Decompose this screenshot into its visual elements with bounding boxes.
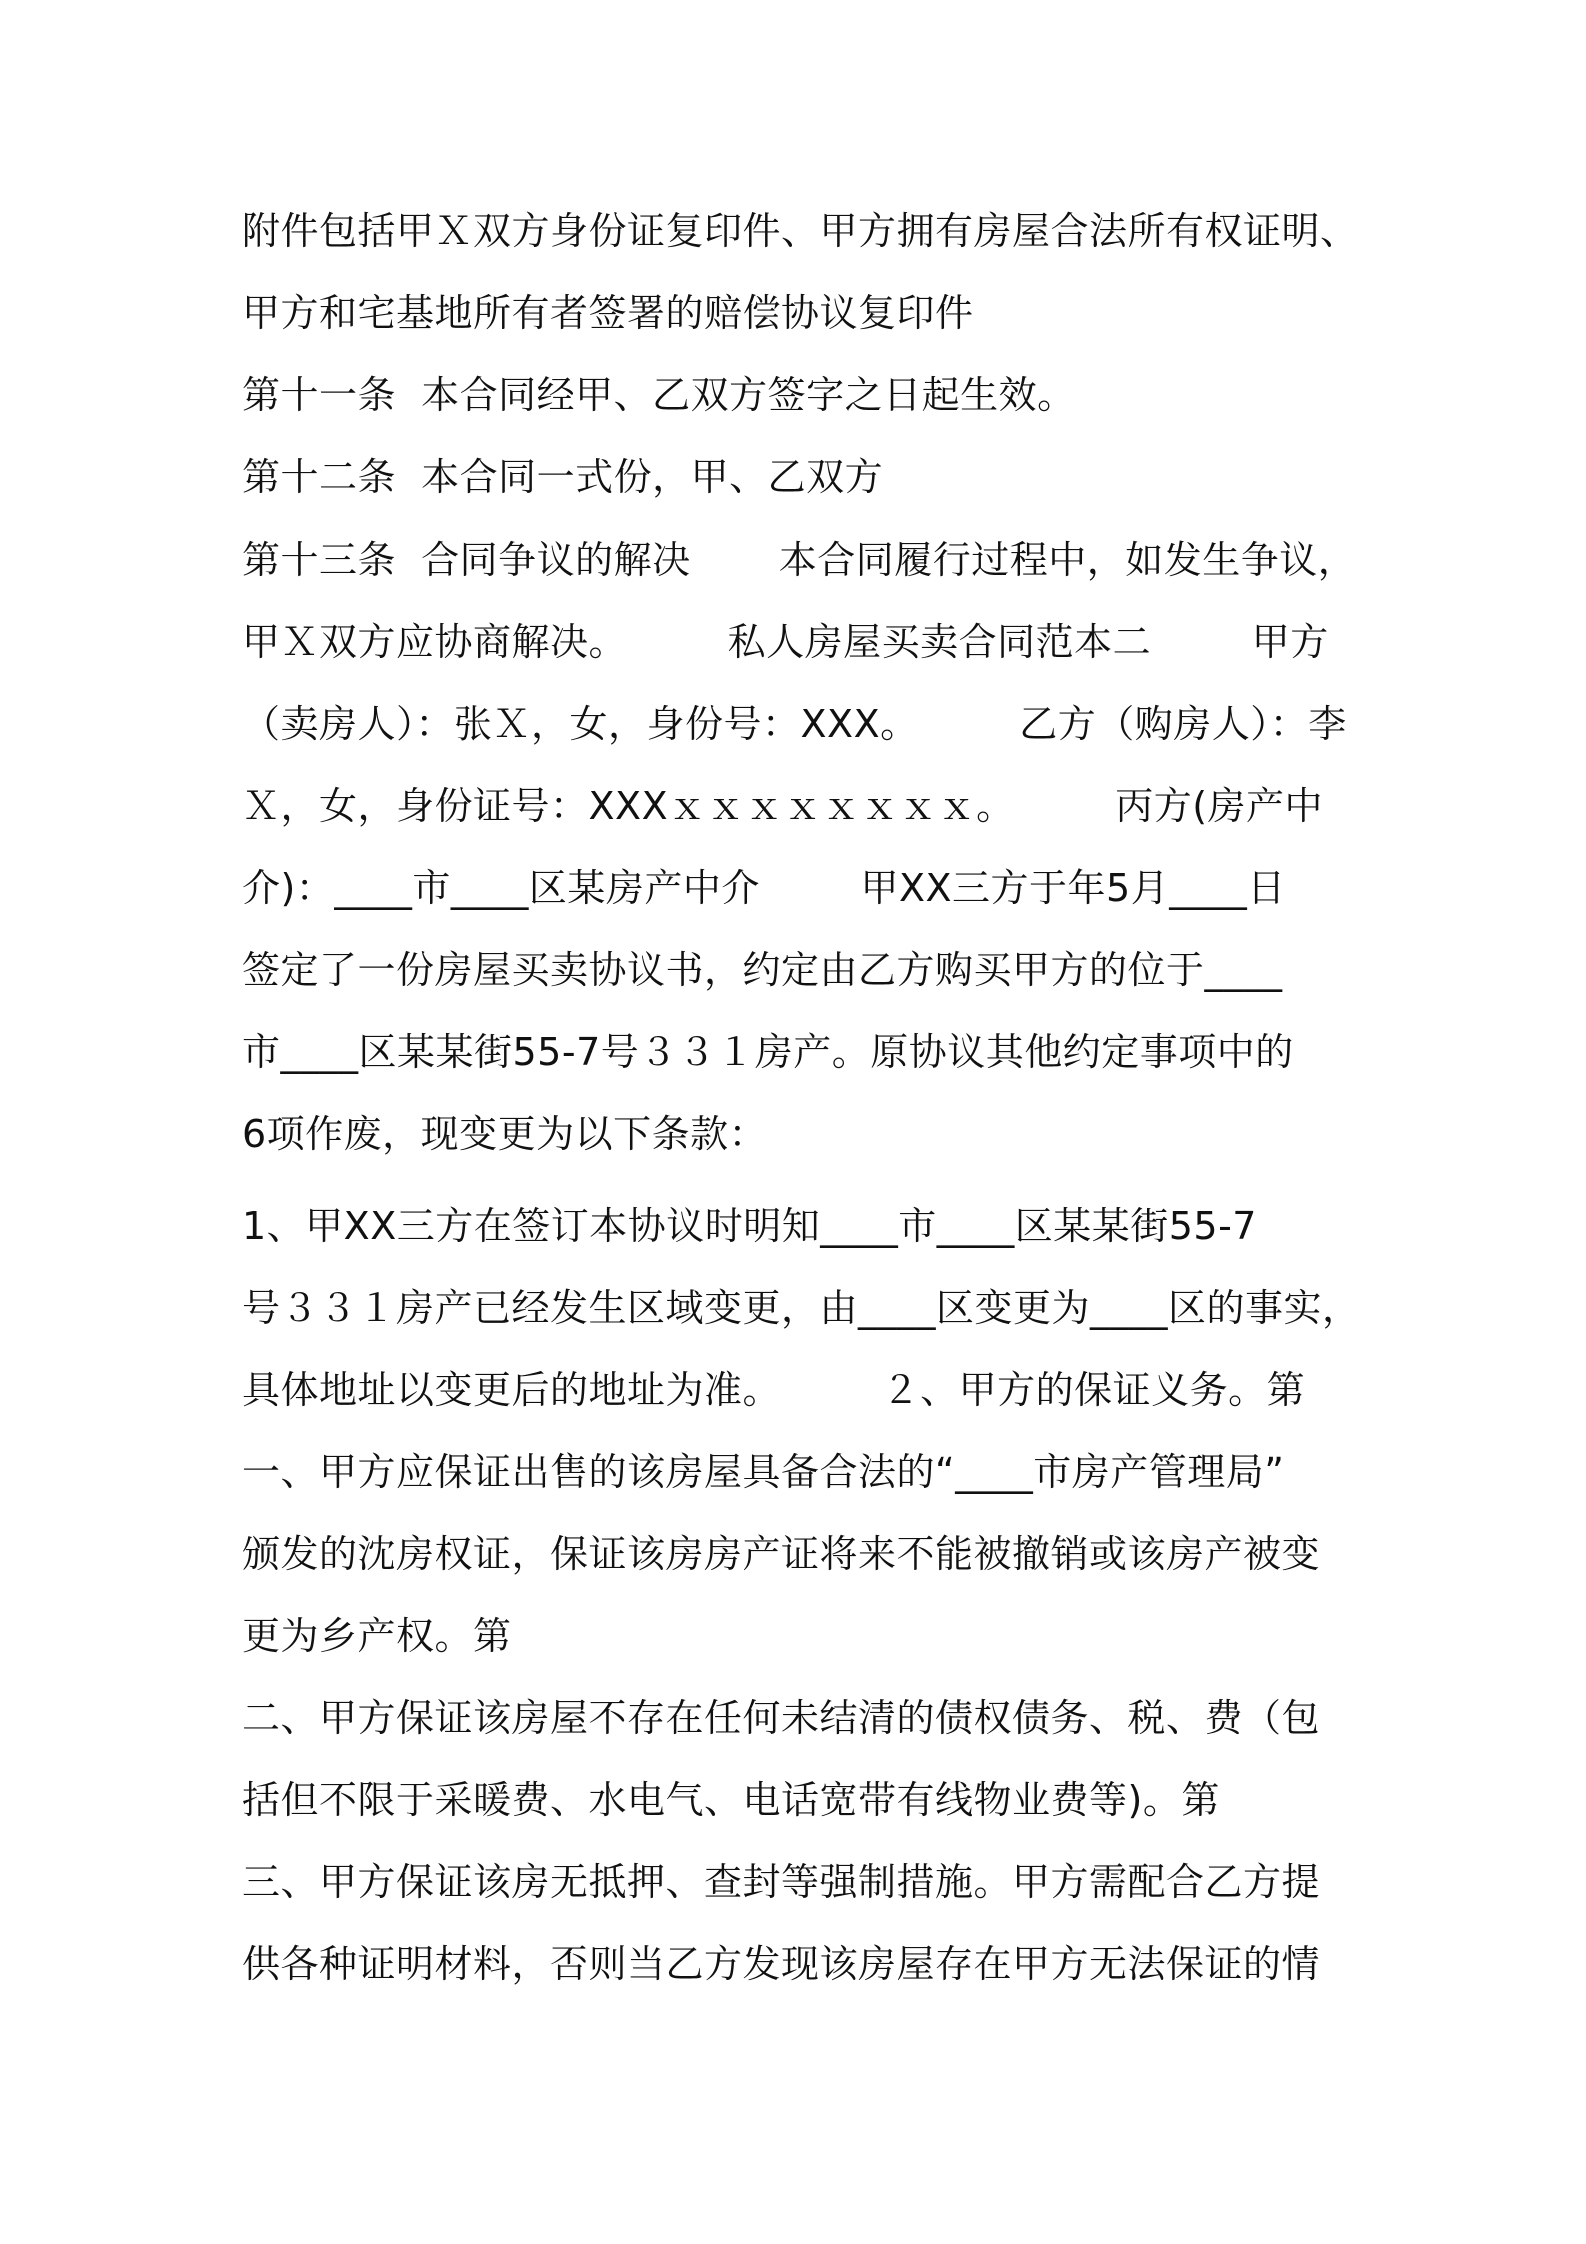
text-line: 第十三条 合同争议的解决 本合同履行过程中，如发生争议，: [242, 538, 1357, 582]
text-line: 号３３１房产已经发生区域变更，由____区变更为____区的事实，: [242, 1286, 1361, 1330]
text-line: 附件包括甲Ｘ双方身份证复印件、甲方拥有房屋合法所有权证明、: [242, 209, 1359, 253]
text-line: 第十二条 本合同一式份，甲、乙双方: [242, 455, 884, 499]
text-line: 具体地址以变更后的地址为准。 ２、甲方的保证义务。第: [242, 1368, 1306, 1412]
text-line: 甲方和宅基地所有者签署的赔偿协议复印件: [242, 291, 974, 335]
text-line: Ｘ，女，身份证号：XXXｘｘｘｘｘｘｘｘ。 丙方(房产中: [242, 784, 1324, 828]
text-line: 颁发的沈房权证，保证该房房产证将来不能被撤销或该房产被变: [242, 1532, 1321, 1576]
text-line: 括但不限于采暖费、水电气、电话宽带有线物业费等)。第: [242, 1778, 1220, 1822]
text-line: （卖房人）：张Ｘ，女，身份号：XXX。 乙方（购房人）：李: [242, 702, 1347, 746]
text-line: 第十一条 本合同经甲、乙双方签字之日起生效。: [242, 373, 1076, 417]
text-line: 供各种证明材料，否则当乙方发现该房屋存在甲方无法保证的情: [242, 1942, 1321, 1986]
text-line: 签定了一份房屋买卖协议书，约定由乙方购买甲方的位于____: [242, 948, 1283, 992]
text-line: 介)：____市____区某房产中介 甲XX三方于年5月____日: [242, 866, 1286, 910]
text-line: 1、甲XX三方在签订本协议时明知____市____区某某街55-7: [242, 1204, 1257, 1248]
text-line: 三、甲方保证该房无抵押、查封等强制措施。甲方需配合乙方提: [242, 1860, 1321, 1904]
text-line: 更为乡产权。第: [242, 1614, 512, 1658]
text-line: 二、甲方保证该房屋不存在任何未结清的债权债务、税、费（包: [242, 1696, 1321, 1740]
text-line: 市____区某某街55-7号３３１房产。原协议其他约定事项中的: [242, 1030, 1294, 1074]
text-line: 6项作废，现变更为以下条款：: [242, 1112, 768, 1156]
text-line: 一、甲方应保证出售的该房屋具备合法的“____市房产管理局”: [242, 1450, 1285, 1494]
text-line: 甲Ｘ双方应协商解决。 私人房屋买卖合同范本二 甲方: [242, 620, 1329, 664]
